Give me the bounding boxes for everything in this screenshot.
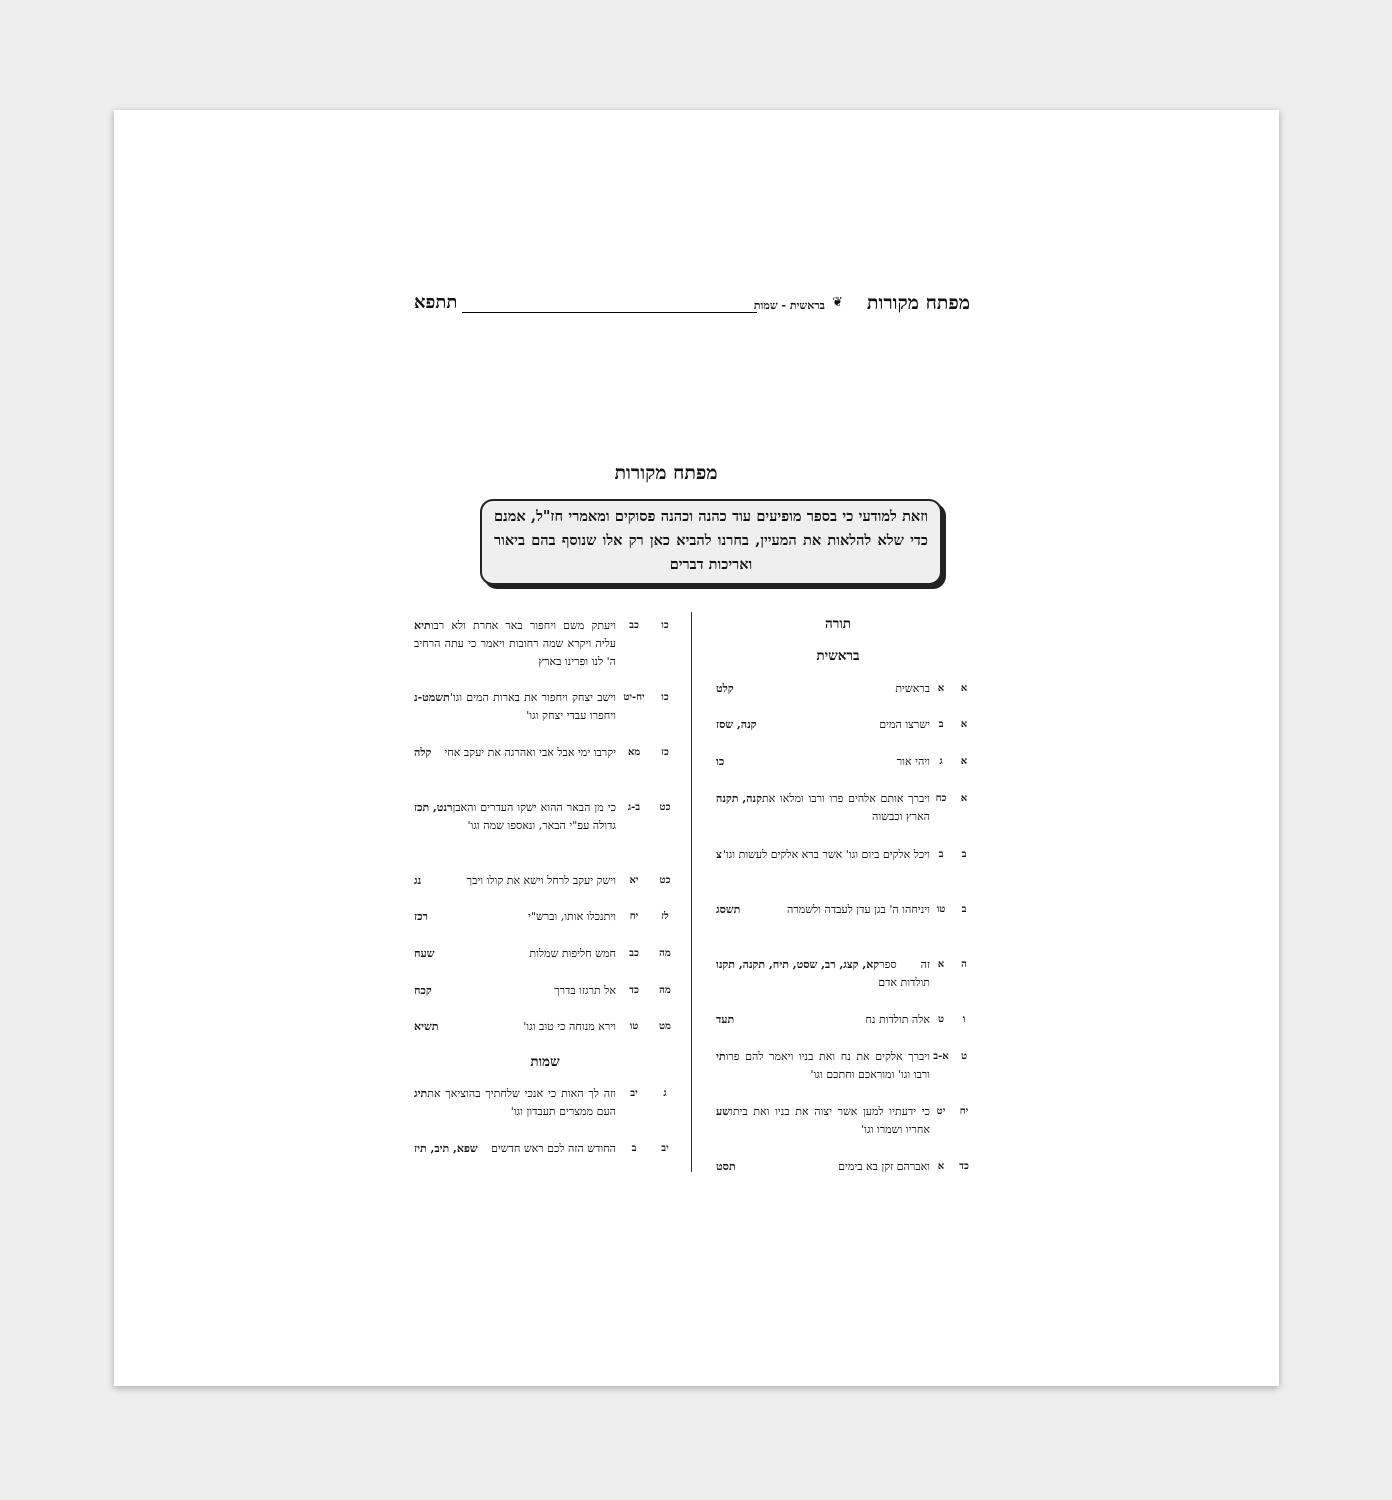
entry-text bbox=[716, 1011, 930, 1029]
index-entry bbox=[706, 1103, 970, 1143]
verse-number: ב bbox=[631, 1143, 637, 1154]
intro-box: וזאת למודעי כי בספר מופיעים עוד כהנה וכהנה פסוקים ומאמרי חז"ל, אמנם כדי שלא להלאות את המעיין, בחרנו להביא כאן רק אלו שנוסף בהם ביאור ואריכות דברים bbox=[480, 499, 942, 585]
index-entry bbox=[414, 1140, 676, 1180]
index-entry bbox=[414, 689, 676, 729]
index-entry bbox=[706, 901, 970, 941]
verse-text: ויברך אותם אלהים פרו ורבו ומלאו את הארץ וכבשוה bbox=[761, 792, 930, 823]
verse-text: וישב יצחק ויחפור את בארות המים וגו' ויחפרו עבדי יצחק וגו' bbox=[449, 691, 616, 722]
verse-number: כב bbox=[629, 948, 639, 959]
page-references: כו bbox=[716, 755, 725, 768]
verse-number: ג bbox=[939, 756, 943, 767]
entry-text bbox=[716, 790, 930, 826]
entry-text bbox=[716, 901, 930, 919]
chapter-number: ו bbox=[962, 1014, 966, 1025]
index-entry bbox=[414, 945, 676, 985]
verse-text: חמש חליפות שמלות bbox=[529, 947, 616, 960]
page-references: תי bbox=[716, 1050, 726, 1063]
verse-text: וזה לך האות כי אנכי שלחתיך בהוציאך את העם ממצרים תעבדון וגו' bbox=[427, 1087, 616, 1118]
chapter-number: יב bbox=[661, 1143, 669, 1154]
index-entry bbox=[414, 908, 676, 948]
torah-heading: תורה bbox=[824, 616, 852, 632]
index-entry bbox=[706, 1048, 970, 1088]
chapter-number: א bbox=[960, 719, 968, 730]
verse-text: בראשית bbox=[895, 682, 930, 695]
verse-number: כד bbox=[629, 985, 639, 996]
chapter-number: מה bbox=[659, 948, 671, 959]
verse-number: טו bbox=[629, 1021, 639, 1032]
chapter-number: ג bbox=[663, 1088, 667, 1099]
verse-text: יקרבו ימי אבל אבי ואהרגה את יעקב אחי bbox=[444, 746, 616, 759]
verse-number: טו bbox=[936, 904, 946, 915]
entry-text bbox=[716, 1103, 930, 1139]
entry-text bbox=[414, 945, 616, 963]
page-references: צ bbox=[716, 848, 722, 861]
chapter-number: לז bbox=[661, 911, 669, 922]
page-references: קא, קצג, רב, שסט, תיח, תקנה, תקנו bbox=[716, 958, 880, 971]
verse-text: אלה תולדות נח bbox=[865, 1013, 930, 1026]
verse-number: יח-יט bbox=[623, 692, 645, 703]
header-title: מפתח מקורות bbox=[866, 292, 970, 314]
chapter-number: כו bbox=[661, 692, 669, 703]
index-entry bbox=[414, 872, 676, 912]
chapter-number: ה bbox=[961, 959, 967, 970]
page-references: רנט, תכז bbox=[414, 801, 453, 814]
verse-number: יא bbox=[629, 875, 639, 886]
shemot-heading: שמות bbox=[530, 1054, 560, 1070]
index-entry bbox=[414, 744, 676, 784]
ornament-icon: ❦ bbox=[832, 295, 843, 310]
chapter-number: כז bbox=[661, 747, 669, 758]
verse-number: ט bbox=[937, 1014, 945, 1025]
index-entry bbox=[706, 956, 970, 996]
verse-number: מא bbox=[627, 747, 641, 758]
verse-text: ויתנכלו אותו, וברש"י bbox=[528, 910, 616, 923]
chapter-number: יח bbox=[959, 1106, 969, 1117]
index-entry bbox=[414, 1018, 676, 1058]
page-references: שפא, תיב, תיז bbox=[414, 1142, 478, 1155]
page-references: תיא bbox=[414, 619, 431, 632]
page-references: שעח bbox=[414, 947, 435, 960]
entry-text bbox=[414, 872, 616, 890]
verse-text: ויעתק משם ויחפור באר אחרת ולא רבו עליה ויקרא שמה רחובות ויאמר כי עתה הרחיב ה' לנו ופרינו בארץ bbox=[414, 619, 616, 668]
entry-text bbox=[414, 1140, 616, 1158]
verse-text: זה ספר תולדות אדם bbox=[878, 958, 930, 989]
page-references: תשיא bbox=[414, 1020, 439, 1033]
page-references: קנה, תקנה bbox=[716, 792, 762, 805]
verse-number: יח bbox=[629, 911, 639, 922]
running-header bbox=[414, 292, 970, 322]
entry-text bbox=[716, 846, 930, 864]
verse-number: כב bbox=[629, 620, 639, 631]
page-references: תשסג bbox=[716, 903, 741, 916]
page-references: נג bbox=[414, 874, 422, 887]
page-references: קלה bbox=[414, 746, 432, 759]
chapter-number: כט bbox=[659, 875, 671, 886]
page-references: שע bbox=[716, 1105, 731, 1118]
index-entry bbox=[706, 790, 970, 830]
chapter-number: מט bbox=[659, 1021, 671, 1032]
chapter-number: א bbox=[960, 683, 968, 694]
chapter-number: כד bbox=[959, 1161, 969, 1172]
chapter-number: ב bbox=[961, 849, 967, 860]
entry-text bbox=[414, 1085, 616, 1121]
section-title: מפתח מקורות bbox=[614, 462, 718, 484]
verse-text: כי ידעתיו למען אשר יצוה את בניו ואת ביתו אחריו ושמרו וגו' bbox=[730, 1105, 930, 1136]
verse-number: ב bbox=[938, 719, 944, 730]
verse-text: החודש הזה לכם ראש חדשים bbox=[491, 1142, 616, 1155]
verse-number: יב bbox=[630, 1088, 638, 1099]
index-entry bbox=[706, 716, 970, 756]
chapter-number: ט bbox=[960, 1051, 968, 1062]
index-entry bbox=[706, 846, 970, 886]
chapter-number: כו bbox=[661, 620, 669, 631]
index-entry bbox=[414, 617, 676, 668]
index-entry bbox=[706, 753, 970, 793]
entry-text bbox=[414, 689, 616, 725]
entry-text bbox=[414, 744, 616, 762]
entry-text bbox=[414, 1018, 616, 1036]
verse-number: א-ב bbox=[933, 1051, 949, 1062]
verse-number: יט bbox=[936, 1106, 946, 1117]
verse-text: ויהי אור bbox=[896, 755, 930, 768]
verse-text: ישרצו המים bbox=[879, 718, 930, 731]
entry-text bbox=[414, 982, 616, 1000]
verse-text: ויניחהו ה' בגן עדן לעבדה ולשמרה bbox=[787, 903, 930, 916]
entry-text bbox=[716, 956, 930, 992]
page-references: תסט bbox=[716, 1160, 736, 1173]
chapter-number: א bbox=[960, 793, 968, 804]
page-references: רכז bbox=[414, 910, 428, 923]
chapter-number: ב bbox=[961, 904, 967, 915]
index-entry bbox=[706, 680, 970, 720]
page-number: תתפא bbox=[414, 292, 458, 313]
verse-text: ויכל אלקים ביום וגו' אשר ברא אלקים לעשות וגו' bbox=[722, 848, 930, 861]
verse-number: א bbox=[937, 1161, 945, 1172]
entry-text bbox=[716, 753, 930, 771]
index-entry bbox=[706, 1158, 970, 1198]
verse-text: וירא מנוחה כי טוב וגו' bbox=[523, 1020, 616, 1033]
entry-text bbox=[414, 799, 616, 835]
verse-text: וישק יעקב לרחל וישא את קולו ויבך bbox=[466, 874, 616, 887]
verse-text: ויברך אלקים את נח ואת בניו ויאמר להם פרו ורבו וגו' ומוראכם וחתכם וגו' bbox=[725, 1050, 930, 1081]
entry-text bbox=[414, 908, 616, 926]
header-subtitle: בראשית - שמות bbox=[753, 299, 825, 312]
page-references: תיג bbox=[414, 1087, 428, 1100]
index-entry bbox=[414, 982, 676, 1022]
header-rule bbox=[462, 312, 757, 313]
chapter-number: א bbox=[960, 756, 968, 767]
page-references: קלט bbox=[716, 682, 734, 695]
column-divider bbox=[691, 612, 692, 1172]
entry-text bbox=[716, 680, 930, 698]
entry-text bbox=[716, 716, 930, 734]
page-references: תעד bbox=[716, 1013, 735, 1026]
chapter-number: כט bbox=[659, 802, 671, 813]
verse-number: ב-ג bbox=[627, 802, 641, 813]
page-references: תשמט-נ bbox=[414, 691, 450, 704]
chapter-number: מה bbox=[659, 985, 671, 996]
index-entry bbox=[414, 1085, 676, 1125]
index-entry bbox=[414, 799, 676, 839]
index-entry bbox=[706, 1011, 970, 1051]
verse-number: כח bbox=[935, 793, 947, 804]
verse-text: ואברהם זקן בא בימים bbox=[838, 1160, 930, 1173]
verse-number: ב bbox=[938, 849, 944, 860]
page-references: קכח bbox=[414, 984, 432, 997]
verse-text: אל תרגזו בדרך bbox=[554, 984, 616, 997]
verse-text: כי מן הבאר ההוא ישקו העדרים והאבן גדולה עפ"י הבאר, ונאספו שמה וגו' bbox=[452, 801, 616, 832]
page-references: קנה, שסז bbox=[716, 718, 757, 731]
entry-text bbox=[716, 1158, 930, 1176]
verse-number: א bbox=[937, 683, 945, 694]
bereshit-heading: בראשית bbox=[816, 648, 860, 664]
entry-text bbox=[716, 1048, 930, 1084]
entry-text bbox=[414, 617, 616, 671]
verse-number: א bbox=[937, 959, 945, 970]
